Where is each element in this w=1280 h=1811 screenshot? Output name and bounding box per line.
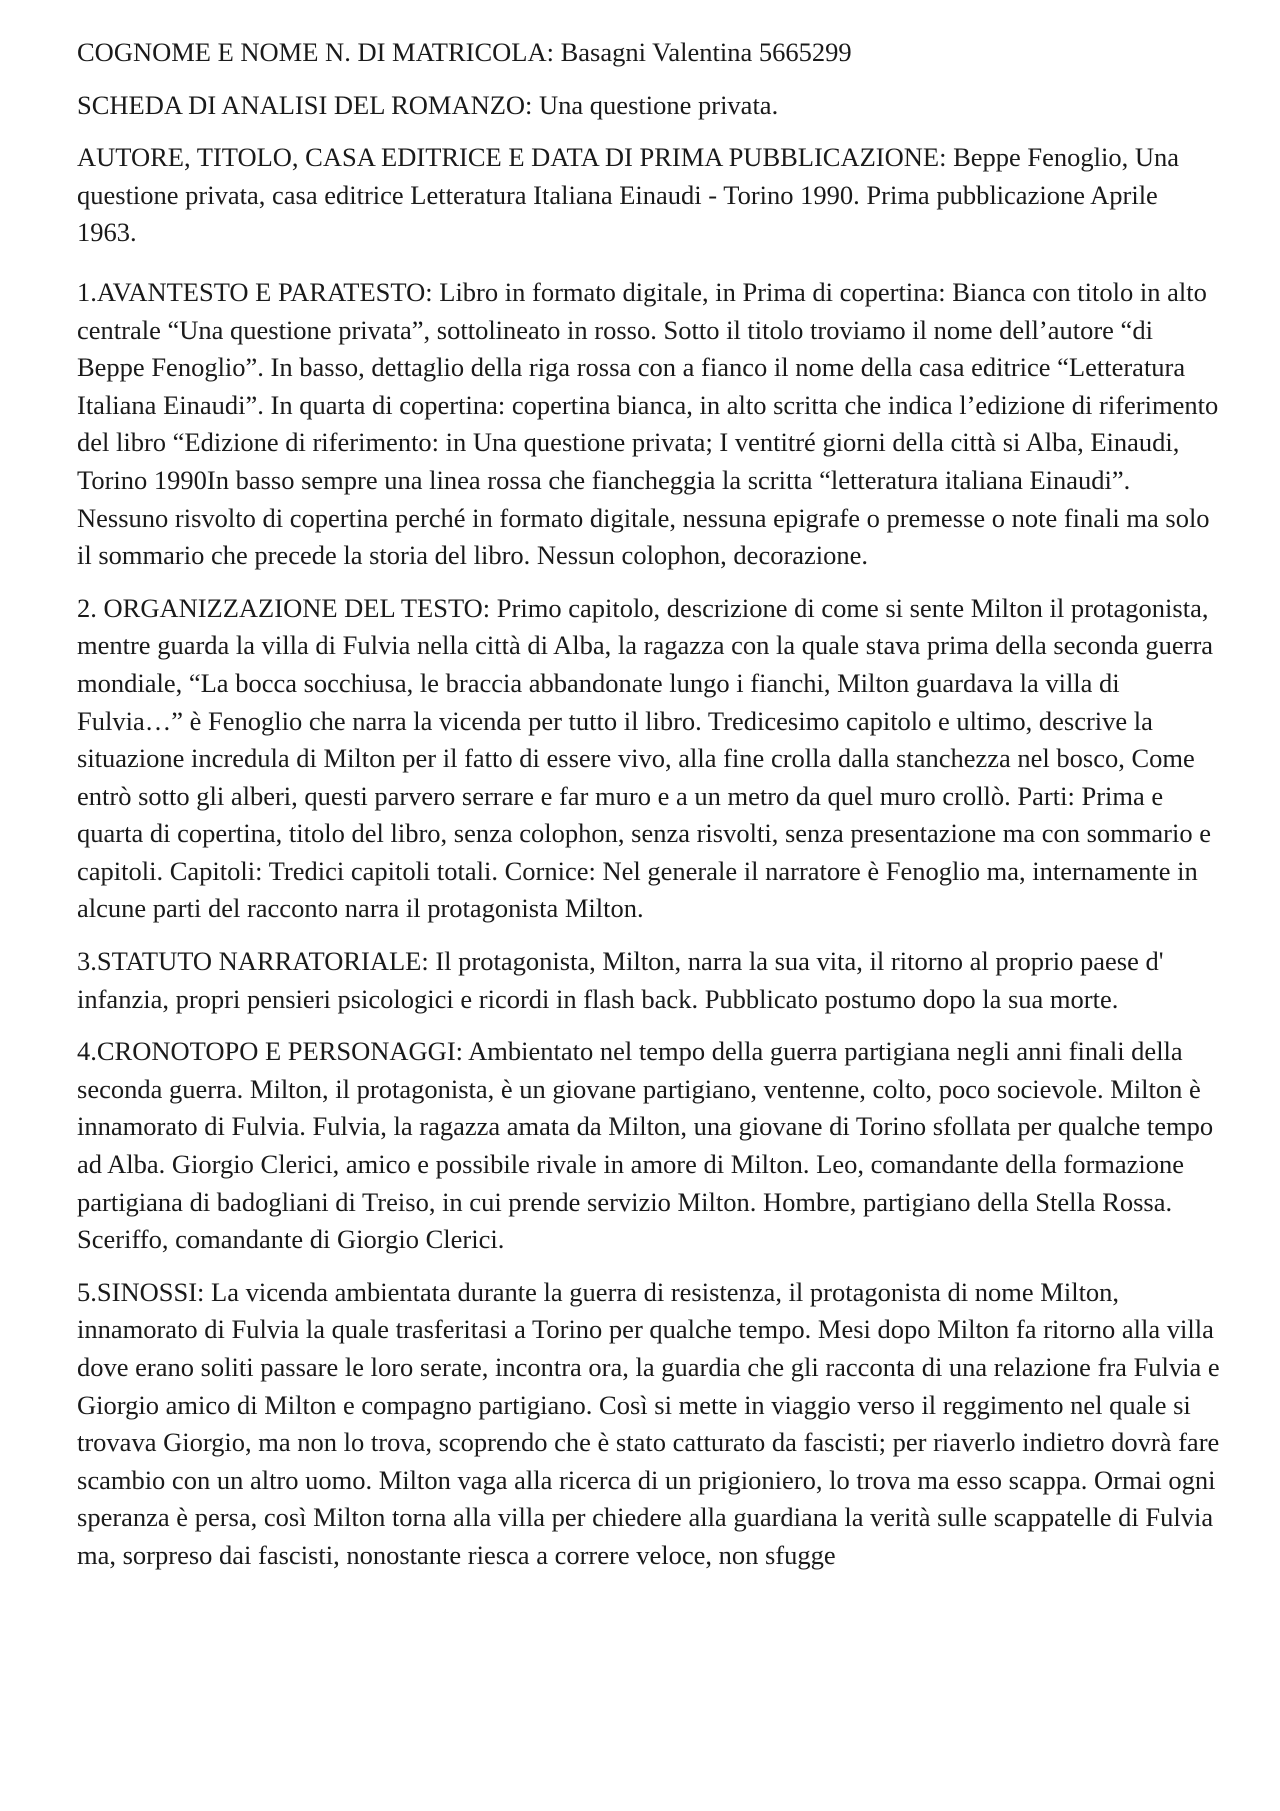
novel-title-line: SCHEDA DI ANALISI DEL ROMANZO: Una questione privata.	[77, 89, 779, 120]
section-organizzazione-testo: 2. ORGANIZZAZIONE DEL TESTO: Primo capitolo, descrizione di come si sente Milton il protagonista, mentre guarda la villa di Fulvia nella città di Alba, la ragazza con la quale stava prima della seconda guerra mondiale, “La bocca socchiusa, le braccia abbandonate lungo i fianchi, Milton guardava la villa di Fulvia…” è Fenoglio che narra la vicenda per tutto il libro. Tredicesimo capitolo e ultimo, descrive la situazione incredula di Milton per il fatto di essere vivo, alla fine crolla dalla stanchezza nel bosco, Come entrò sotto gli alberi, questi parvero serrare e far muro e a un metro da quel muro crollò. Parti: Prima e quarta di copertina, titolo del libro, senza colophon, senza risvolti, senza presentazione ma con sommario e capitoli. Capitoli: Tredici capitoli totali. Cornice: Nel generale il narratore è Fenoglio ma, internamente in alcune parti del racconto narra il protagonista Milton.	[77, 592, 1214, 924]
section-sinossi: 5.SINOSSI: La vicenda ambientata durante la guerra di resistenza, il protagonista di nome Milton, innamorato di Fulvia la quale trasferitasi a Torino per qualche tempo. Mesi dopo Milton fa ritorno alla villa dove erano soliti passare le loro serate, incontra ora, la guardia che gli racconta di una relazione fra Fulvia e Giorgio amico di Milton e compagno partigiano. Così si mette in viaggio verso il reggimento nel quale si trovava Giorgio, ma non lo trova, scoprendo che è stato catturato da fascisti; per riaverlo indietro dovrà fare scambio con un altro uomo. Milton vaga alla ricerca di un prigioniero, lo trova ma esso scappa. Ormai ogni speranza è persa, così Milton torna alla villa per chiedere alla guardiana la verità sulle scappatelle di Fulvia ma, sorpreso dai fascisti, nonostante riesca a correre veloce, non sfugge	[77, 1276, 1220, 1570]
section-avantesto-paratesto: 1.AVANTESTO E PARATESTO: Libro in formato digitale, in Prima di copertina: Bianca con titolo in alto centrale “Una questione privata”, sottolineato in rosso. Sotto il titolo troviamo il nome dell’autore “di Beppe Fenoglio”. In basso, dettaglio della riga rossa con a fianco il nome della casa editrice “Letteratura Italiana Einaudi”. In quarta di copertina: copertina bianca, in alto scritta che indica l’edizione di riferimento del libro “Edizione di riferimento: in Una questione privata; I ventitré giorni della città si Alba, Einaudi, Torino 1990In basso sempre una linea rossa che fiancheggia la scritta “letteratura italiana Einaudi”. Nessuno risvolto di copertina perché in formato digitale, nessuna epigrafe o premesse o note finali ma solo il sommario che precede la storia del libro. Nessun colophon, decorazione.	[77, 276, 1219, 571]
author-publication-block: AUTORE, TITOLO, CASA EDITRICE E DATA DI PRIMA PUBBLICAZIONE: Beppe Fenoglio, Una questione privata, casa editrice Letteratura Italiana Einaudi - Torino 1990. Prima pubblicazione Aprile 1963.	[77, 142, 1180, 248]
student-name-line: COGNOME E NOME N. DI MATRICOLA: Basagni Valentina 5665299	[77, 37, 852, 67]
section-statuto-narratoriale: 3.STATUTO NARRATORIALE: Il protagonista, Milton, narra la sua vita, il ritorno al proprio paese d' infanzia, propri pensieri psicologici e ricordi in flash back. Pubblicato postumo dopo la sua morte.	[77, 946, 1164, 1014]
section-cronotopo-personaggi: 4.CRONOTOPO E PERSONAGGI: Ambientato nel tempo della guerra partigiana negli anni finali della seconda guerra. Milton, il protagonista, è un giovane partigiano, ventenne, colto, poco socievole. Milton è innamorato di Fulvia. Fulvia, la ragazza amata da Milton, una giovane di Torino sfollata per qualche tempo ad Alba. Giorgio Clerici, amico e possibile rivale in amore di Milton. Leo, comandante della formazione partigiana di badogliani di Treiso, in cui prende servizio Milton. Hombre, partigiano della Stella Rossa. Sceriffo, comandante di Giorgio Clerici.	[77, 1036, 1214, 1255]
